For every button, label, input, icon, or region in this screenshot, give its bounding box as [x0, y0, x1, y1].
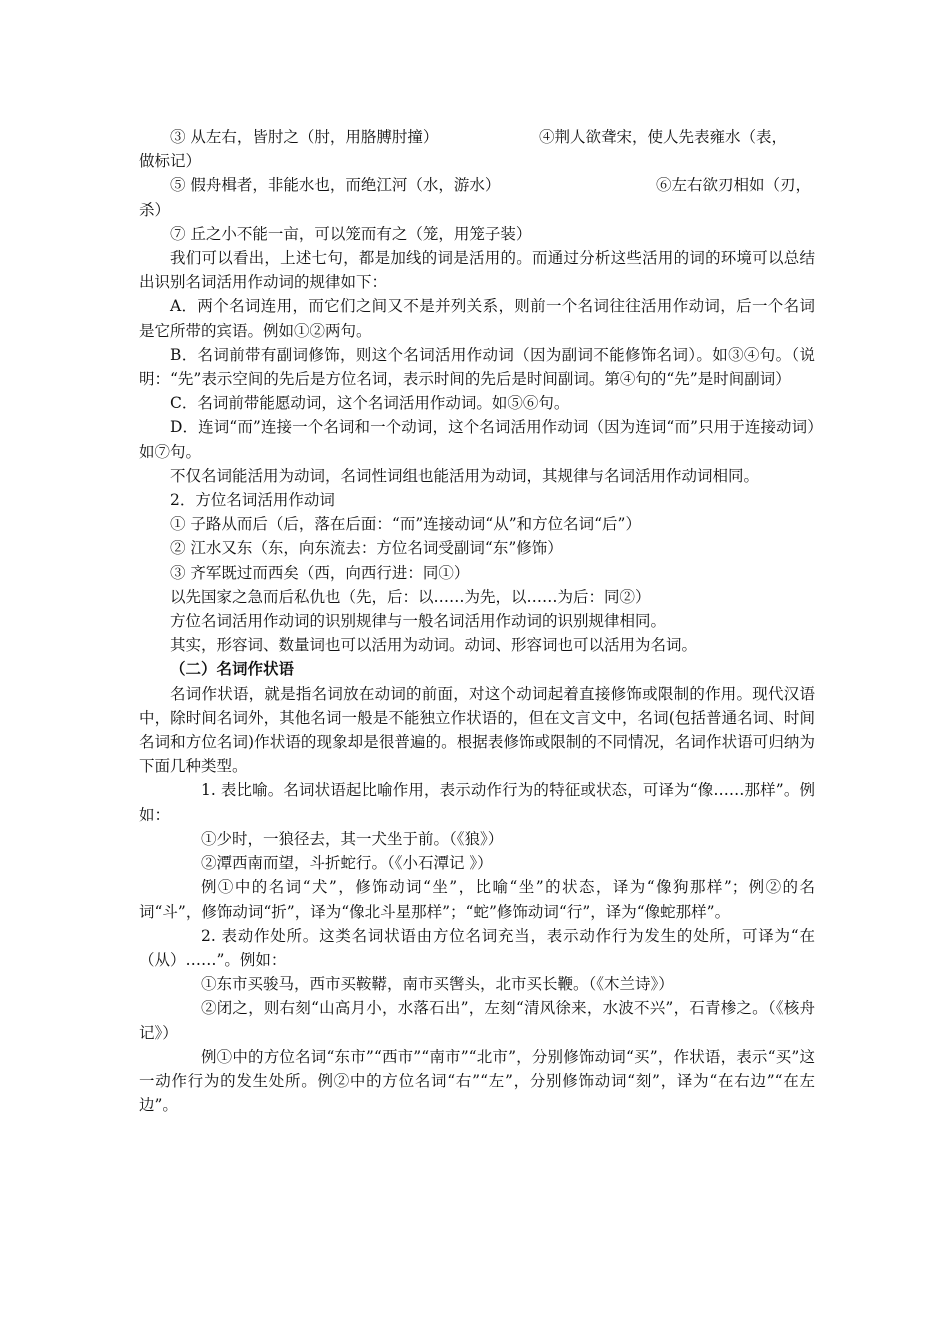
metaphor-explanation: 例①中的名词“犬”，修饰动词“坐”，比喻“坐”的状态，译为“像狗那样”；例②的名词“斗”，修饰动词“折”，译为“像北斗星那样”；“蛇”修饰动词“行”，译为“像蛇那样”。: [139, 878, 815, 921]
section-heading-adverbial: （二）名词作状语: [170, 659, 295, 679]
example-7: ⑦ 丘之小不能一亩，可以笼而有之（笼，用笼子装）: [170, 224, 532, 243]
example-5: ⑤ 假舟楫者，非能水也，而绝江河（水，游水）: [170, 176, 501, 195]
location-explanation: 例①中的方位名词“东市”“西市”“南市”“北市”，分别修饰动词“买”，作状语，表示“买”这一动作行为的发生处所。例②中的方位名词“右”“左”，分别修饰动词“刻”，译为“在右边”“在左边”。: [139, 1047, 815, 1115]
paragraph-locative-rule: 方位名词活用作动词的识别规律与一般名词活用作动词的识别规律相同。: [170, 612, 667, 631]
paragraph-other-usage: 其实，形容词、数量词也可以活用为动词。动词、形容词也可以活用为名词。: [170, 636, 698, 655]
document-page: [139, 125, 815, 1117]
locative-example-3: ③ 齐军既过而西矣（西，向西行进：同①）: [170, 563, 470, 582]
location-example-2: ②闭之，则右刻“山高月小，水落石出”，左刻“清风徐来，水波不兴”，石青椮之。（《核舟记》）: [139, 999, 815, 1042]
metaphor-example-2: ②潭西南而望，斗折蛇行。（《小石潭记 》）: [201, 854, 493, 873]
rule-d: D．连词“而”连接一个名词和一个动词，这个名词活用作动词（因为连词“而”只用于连接动词）如⑦句。: [139, 418, 815, 461]
rule-c: C．名词前带能愿动词，这个名词活用作动词。如⑤⑥句。: [170, 394, 570, 413]
locative-example-1: ① 子路从而后（后，落在后面：“而”连接动词“从”和方位名词“后”）: [170, 515, 641, 534]
type-2-location: 2. 表动作处所。这类名词状语由方位名词充当，表示动作行为发生的处所，可译为“在（从）……”。例如：: [139, 926, 815, 969]
rule-a: A．两个名词连用，而它们之间又不是并列关系，则前一个名词往往活用作动词，后一个名词是它所带的宾语。例如①②两句。: [139, 297, 815, 340]
metaphor-example-1: ①少时，一狼径去，其一犬坐于前。（《狼》）: [201, 829, 504, 848]
location-example-1: ①东市买骏马，西市买鞍鞯，南市买辔头，北市买长鞭。（《木兰诗》）: [201, 975, 674, 994]
section-heading-2: 2．方位名词活用作动词: [170, 491, 335, 510]
example-6: ⑥左右欲刃相如（刃，: [656, 176, 812, 195]
example-4: ④荆人欲聋宋，使人先表雍水（表，: [539, 128, 788, 146]
example-row-1: [139, 125, 815, 149]
paragraph-phrase-note: 不仅名词能活用为动词，名词性词组也能活用为动词，其规律与名词活用作动词相同。: [170, 466, 760, 485]
rule-b: B．名词前带有副词修饰，则这个名词活用作动词（因为副词不能修饰名词）。如③④句。（说明：“先”表示空间的先后是方位名词，表示时间的先后是时间副词。第④句的“先”是时间副词）: [139, 345, 815, 389]
locative-example-2: ② 江水又东（东，向东流去：方位名词受副词“东”修饰）: [170, 539, 563, 558]
paragraph-summary: 我们可以看出，上述七句，都是加线的词是活用的。而通过分析这些活用的词的环境可以总结出识别名词活用作动词的规律如下：: [139, 249, 815, 292]
example-6-continuation: 杀）: [139, 200, 171, 219]
paragraph-adverbial-intro: 名词作状语，就是指名词放在动词的前面，对这个动词起着直接修饰或限制的作用。现代汉语中，除时间名词外，其他名词一般是不能独立作状语的，但在文言文中，名词(包括普通名词、时间名词和方位名词)作状语的现象却是很普遍的。根据表修饰或限制的不同情况，名词作状语可归纳为下面几种类型。: [139, 684, 815, 776]
locative-example-4: 以先国家之急而后私仇也（先，后：以……为先，以……为后：同②）: [170, 587, 651, 606]
example-row-2: [139, 173, 815, 197]
example-4-continuation: 做标记）: [139, 152, 202, 171]
type-1-metaphor: 1. 表比喻。名词状语起比喻作用，表示动作行为的特征或状态，可译为“像……那样”。例如：: [139, 781, 815, 824]
example-3: ③ 从左右，皆肘之（肘，用胳膊肘撞）: [170, 128, 439, 146]
